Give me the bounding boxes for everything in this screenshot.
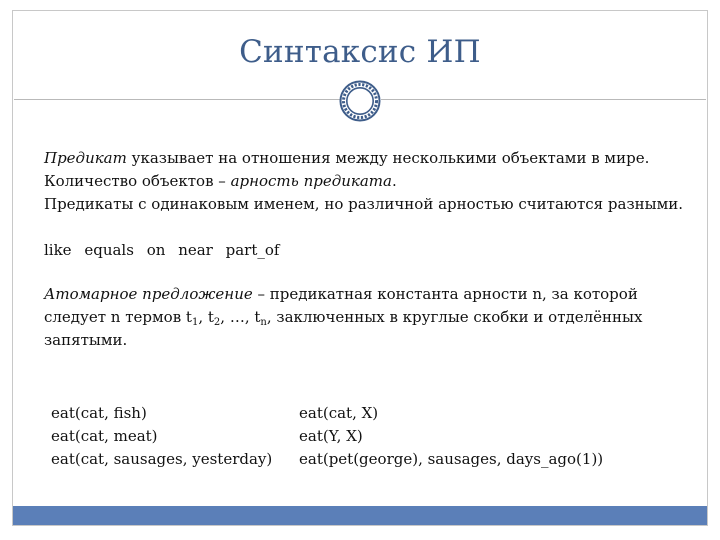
examples-right-column [299, 402, 603, 471]
predicate-example: part_of [225, 241, 280, 259]
example-sentence: eat(cat, fish) [51, 404, 147, 422]
predicate-example: on [146, 241, 166, 259]
circle-ornament-icon [337, 78, 383, 124]
title-divider-right [381, 99, 706, 100]
predicate-term: Предикат [44, 149, 127, 167]
subscript-n: n [260, 317, 267, 328]
arity-definition-end: . [391, 172, 397, 190]
atomic-sentence-term: Атомарное предложение [44, 285, 253, 303]
example-sentence: eat(cat, meat) [51, 427, 158, 445]
title-divider-left [14, 99, 340, 100]
subscript-1: 1 [191, 317, 199, 328]
predicate-definition-text: указывает на отношения между несколькими объектами в мире. [126, 149, 650, 167]
arity-definition [44, 170, 694, 193]
predicate-example: like [44, 241, 72, 259]
atomic-text-2: , заключенных в круглые скобки и отделённых запятыми. [44, 308, 643, 349]
atomic-sep-2: , …, t [220, 308, 261, 326]
predicate-example: near [178, 241, 213, 259]
example-sentence: eat(Y, X) [299, 427, 363, 445]
slide-title: Синтаксис ИП [239, 34, 481, 70]
examples-left-column [51, 402, 272, 471]
atomic-sep-1: , t [198, 308, 214, 326]
subscript-2: 2 [213, 317, 221, 328]
arity-term: арность предиката [230, 172, 392, 190]
predicate-example: equals [84, 241, 134, 259]
example-sentence: eat(cat, sausages, yesterday) [51, 450, 273, 468]
predicate-definition [44, 147, 694, 170]
example-sentence: eat(pet(george), sausages, days_ago(1)) [299, 450, 604, 468]
predicate-examples [44, 239, 694, 262]
arity-definition-start: Количество объектов – [44, 172, 231, 190]
arity-note: Предикаты с одинаковым именем, но различной арностью считаются разными. [44, 195, 684, 213]
bottom-accent-bar [13, 506, 707, 525]
slide-content [44, 147, 694, 352]
atomic-sentence-definition [44, 283, 694, 352]
atomic-text-1: – предикатная константа арности n, за которой следует n термов t [44, 285, 638, 326]
example-sentence: eat(cat, X) [299, 404, 379, 422]
